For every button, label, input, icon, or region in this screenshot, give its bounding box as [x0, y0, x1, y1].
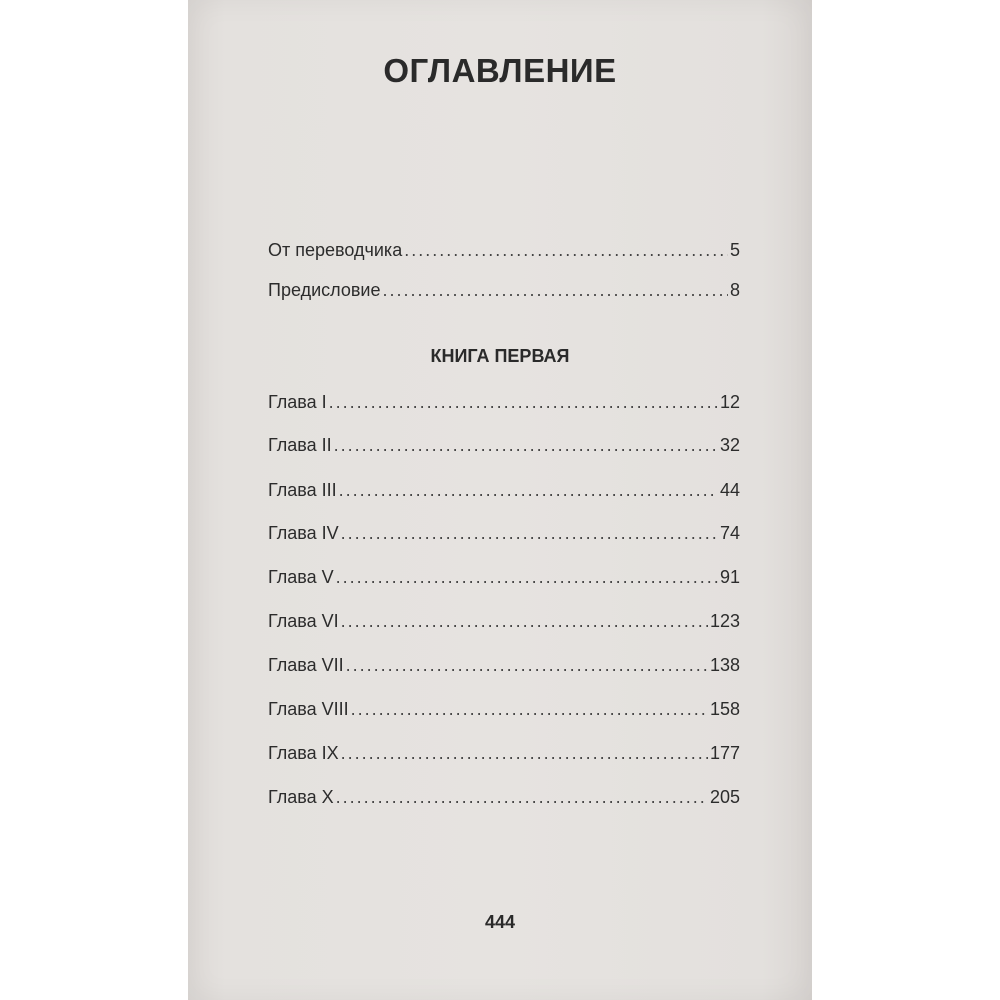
dot-leader [339, 477, 718, 503]
section-heading: КНИГА ПЕРВАЯ [430, 346, 570, 366]
toc-entry-label: Глава II [268, 435, 332, 455]
toc-entry-page: 32 [719, 435, 740, 455]
toc-entry-label: Глава X [268, 787, 334, 807]
dot-leader [351, 696, 708, 722]
dot-leader [382, 277, 728, 303]
toc-entry-page: 158 [709, 699, 740, 719]
toc-entry-preface [268, 277, 740, 303]
toc-entry-page: 123 [709, 611, 740, 631]
toc-entry-chapter [268, 652, 740, 678]
book-page [188, 0, 812, 1000]
toc-entry-chapter [268, 696, 740, 722]
dot-leader [329, 389, 718, 415]
toc-entry-label: Глава VIII [268, 699, 349, 719]
toc-entry-label: Глава V [268, 567, 334, 587]
dot-leader [404, 237, 728, 263]
toc-entry-chapter [268, 432, 740, 458]
dot-leader [336, 564, 718, 590]
toc-entry-label: Глава I [268, 392, 327, 412]
dot-leader [341, 520, 718, 546]
toc-entry-page: 44 [719, 480, 740, 500]
toc-entry-chapter [268, 784, 740, 810]
toc-entry-page: 205 [709, 787, 740, 807]
toc-entry-chapter [268, 520, 740, 546]
toc-entry-label: От переводчика [268, 240, 403, 260]
toc-entry-label: Глава VII [268, 655, 344, 675]
toc-entry-page: 91 [719, 567, 740, 587]
toc-entry-page: 138 [709, 655, 740, 675]
toc-entry-page: 5 [729, 240, 740, 260]
dot-leader [341, 740, 708, 766]
toc-entry-label: Глава IX [268, 743, 339, 763]
toc-entry-page: 8 [729, 280, 740, 300]
toc-entry-page: 177 [709, 743, 740, 763]
toc-entry-chapter [268, 564, 740, 590]
dot-leader [336, 784, 708, 810]
page-number: 444 [484, 912, 516, 932]
dot-leader [346, 652, 708, 678]
toc-entry-chapter [268, 608, 740, 634]
toc-entry-label: Глава III [268, 480, 337, 500]
toc-entry-translator-note [268, 237, 740, 263]
dot-leader [341, 608, 708, 634]
toc-entry-label: Глава IV [268, 523, 339, 543]
toc-entry-label: Глава VI [268, 611, 339, 631]
toc-entry-page: 74 [719, 523, 740, 543]
page-title: ОГЛАВЛЕНИЕ [383, 52, 617, 89]
toc-entry-label: Предисловие [268, 280, 381, 300]
toc-entry-chapter [268, 740, 740, 766]
dot-leader [334, 432, 718, 458]
toc-entry-chapter [268, 389, 740, 415]
toc-entry-chapter [268, 477, 740, 503]
toc-entry-page: 12 [719, 392, 740, 412]
